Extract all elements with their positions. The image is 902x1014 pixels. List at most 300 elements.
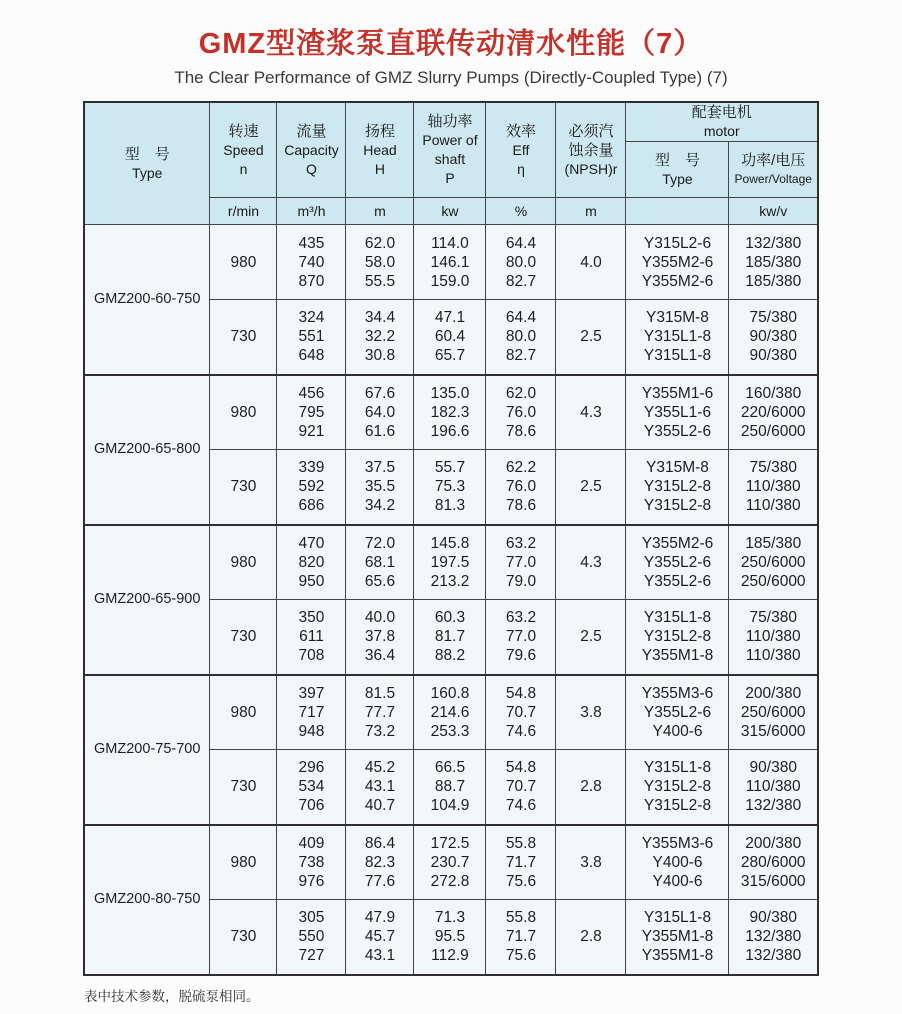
unit-npsh: m — [556, 198, 626, 225]
value-line: 66.5 — [434, 759, 466, 777]
value-line: 315/6000 — [740, 722, 806, 740]
capacity-cell — [277, 225, 346, 300]
value-line: 77.0 — [505, 628, 537, 646]
value-line: Y315L2-6 — [643, 234, 712, 252]
value-line: 54.8 — [505, 684, 537, 702]
value-line: 61.6 — [364, 422, 396, 440]
value-line: 132/380 — [745, 234, 802, 252]
col-header-capacity — [277, 102, 346, 198]
header-label-cn: 型 号 — [654, 151, 700, 169]
value-line: 71.7 — [505, 853, 537, 871]
value-line: 62.0 — [364, 234, 396, 252]
value-line: 132/380 — [745, 928, 802, 946]
value-line: 55.8 — [505, 909, 537, 927]
col-header-efficiency — [486, 102, 556, 198]
value-line: Y355M2-6 — [641, 253, 714, 271]
value-line: 114.0 — [431, 234, 469, 252]
efficiency-cell — [486, 525, 556, 600]
value-line: 795 — [298, 403, 325, 421]
value-line: 197.5 — [430, 553, 470, 571]
header-symbol: (NPSH)r — [564, 160, 618, 177]
header-label-en: Speed — [223, 141, 264, 158]
speed-cell: 730 — [210, 900, 277, 975]
value-line: 350 — [298, 609, 325, 627]
table-row — [84, 375, 818, 450]
value-line: 45.7 — [364, 928, 396, 946]
speed-cell: 730 — [210, 750, 277, 825]
col-header-shaft-power — [414, 102, 486, 198]
value-line: 76.0 — [505, 403, 537, 421]
motor-type-cell — [626, 375, 729, 450]
pump-model-cell: GMZ200-65-800 — [84, 375, 210, 525]
efficiency-cell — [486, 600, 556, 675]
value-line: 200/380 — [745, 684, 802, 702]
value-line: 62.2 — [505, 459, 537, 477]
value-line: 82.3 — [364, 853, 396, 871]
col-header-motor-type — [626, 142, 729, 198]
value-line: Y315M-8 — [646, 309, 709, 327]
value-line: Y355L2-6 — [643, 553, 712, 571]
speed-cell: 730 — [210, 600, 277, 675]
unit-head: m — [346, 198, 414, 225]
header-label-en: Type — [662, 170, 693, 187]
speed-cell: 730 — [210, 300, 277, 375]
value-line: 145.8 — [430, 534, 470, 552]
npsh-cell: 3.8 — [556, 825, 626, 900]
head-cell — [346, 825, 414, 900]
value-line: 738 — [298, 853, 325, 871]
value-line: 34.4 — [364, 309, 396, 327]
page-subtitle: The Clear Performance of GMZ Slurry Pumps (Directly-Coupled Type) (7) — [174, 68, 728, 87]
value-line: 706 — [298, 797, 325, 815]
head-cell — [346, 525, 414, 600]
value-line: 534 — [298, 778, 325, 796]
value-line: 185/380 — [745, 253, 802, 271]
col-header-type — [84, 102, 210, 225]
value-line: 90/380 — [749, 347, 797, 365]
value-line: 976 — [298, 872, 325, 890]
motor-type-cell — [626, 450, 729, 525]
shaft-power-cell — [414, 300, 486, 375]
unit-efficiency: % — [486, 198, 556, 225]
value-line: 75/380 — [749, 309, 797, 327]
value-line: 55.8 — [505, 834, 537, 852]
efficiency-cell — [486, 825, 556, 900]
header-label-en: Head — [363, 141, 397, 158]
value-line: Y355M1-8 — [641, 928, 714, 946]
value-line: 159.0 — [430, 272, 470, 290]
value-line: 71.3 — [434, 909, 466, 927]
value-line: 63.2 — [505, 534, 537, 552]
speed-cell: 980 — [210, 825, 277, 900]
value-line: 272.8 — [430, 872, 470, 890]
power-voltage-cell — [729, 600, 818, 675]
value-line: 456 — [298, 384, 325, 402]
power-voltage-cell — [729, 300, 818, 375]
performance-table — [83, 101, 819, 976]
header-label-en: Power/Voltage — [734, 171, 812, 186]
value-line: 708 — [298, 647, 325, 665]
efficiency-cell — [486, 450, 556, 525]
header-label-en: Type — [132, 164, 163, 181]
value-line: 339 — [298, 459, 325, 477]
value-line: 75.6 — [505, 947, 537, 965]
value-line: Y355M1-8 — [641, 647, 714, 665]
value-line: Y355M3-6 — [641, 834, 714, 852]
col-header-speed — [210, 102, 277, 198]
speed-cell: 980 — [210, 375, 277, 450]
header-label-cn: 流量 — [296, 122, 327, 140]
value-line: 76.0 — [505, 478, 537, 496]
value-line: 90/380 — [749, 328, 797, 346]
header-label-en: Capacity — [284, 141, 339, 158]
value-line: 95.5 — [434, 928, 466, 946]
header-label-cn: 转速 — [228, 122, 259, 140]
value-line: 182.3 — [430, 403, 470, 421]
value-line: 73.2 — [364, 722, 396, 740]
head-cell — [346, 675, 414, 750]
npsh-cell: 4.0 — [556, 225, 626, 300]
value-line: 65.6 — [364, 572, 396, 590]
efficiency-cell — [486, 375, 556, 450]
value-line: Y315L1-8 — [643, 609, 712, 627]
value-line: 70.7 — [505, 703, 537, 721]
npsh-cell: 4.3 — [556, 525, 626, 600]
value-line: 64.4 — [505, 309, 537, 327]
header-label-cn: 扬程 — [364, 122, 395, 140]
value-line: 870 — [298, 272, 325, 290]
value-line: 43.1 — [364, 778, 396, 796]
value-line: 60.4 — [434, 328, 466, 346]
value-line: 70.7 — [505, 778, 537, 796]
value-line: 37.8 — [364, 628, 396, 646]
value-line: Y315L1-8 — [643, 347, 712, 365]
value-line: 55.5 — [364, 272, 396, 290]
header-label-cn: 配套电机 — [691, 104, 752, 121]
value-line: 65.7 — [434, 347, 466, 365]
value-line: 36.4 — [364, 647, 396, 665]
col-header-head — [346, 102, 414, 198]
efficiency-cell — [486, 675, 556, 750]
capacity-cell — [277, 525, 346, 600]
power-voltage-cell — [729, 900, 818, 975]
value-line: 67.6 — [364, 384, 396, 402]
value-line: 397 — [298, 684, 325, 702]
value-line: Y400-6 — [652, 872, 703, 890]
value-line: 86.4 — [364, 834, 396, 852]
value-line: 78.6 — [505, 422, 537, 440]
value-line: 40.7 — [364, 797, 396, 815]
value-line: 214.6 — [430, 703, 470, 721]
efficiency-cell — [486, 750, 556, 825]
header-label-en: shaft — [434, 151, 466, 167]
value-line: 82.7 — [505, 347, 537, 365]
motor-type-cell — [626, 225, 729, 300]
head-cell — [346, 900, 414, 975]
pump-model-cell: GMZ200-65-900 — [84, 525, 210, 675]
value-line: 253.3 — [430, 722, 470, 740]
value-line: 75/380 — [749, 609, 797, 627]
value-line: Y355M3-6 — [641, 684, 714, 702]
power-voltage-cell — [729, 375, 818, 450]
value-line: 950 — [298, 572, 325, 590]
value-line: 74.6 — [505, 722, 537, 740]
capacity-cell — [277, 375, 346, 450]
table-row — [84, 525, 818, 600]
power-voltage-cell — [729, 825, 818, 900]
value-line: 34.2 — [364, 497, 396, 515]
value-line: 435 — [298, 234, 325, 252]
value-line: Y355M2-6 — [641, 534, 714, 552]
npsh-cell: 3.8 — [556, 675, 626, 750]
capacity-cell — [277, 825, 346, 900]
value-line: 132/380 — [745, 947, 802, 965]
value-line: 717 — [298, 703, 325, 721]
motor-type-cell — [626, 525, 729, 600]
value-line: 74.6 — [505, 797, 537, 815]
value-line: 32.2 — [364, 328, 396, 346]
value-line: 62.0 — [505, 384, 537, 402]
value-line: 727 — [298, 947, 325, 965]
value-line: 820 — [298, 553, 325, 571]
value-line: 550 — [298, 928, 325, 946]
pump-model-cell: GMZ200-80-750 — [84, 825, 210, 975]
power-voltage-cell — [729, 675, 818, 750]
value-line: 296 — [298, 759, 325, 777]
value-line: 64.0 — [364, 403, 396, 421]
capacity-cell — [277, 300, 346, 375]
shaft-power-cell — [414, 600, 486, 675]
value-line: 172.5 — [430, 834, 470, 852]
table-footnote: 表中技术参数，脱硫泵相同。 — [84, 988, 260, 1004]
efficiency-cell — [486, 225, 556, 300]
value-line: Y355L1-6 — [643, 403, 712, 421]
header-label-en: Eff — [512, 141, 530, 158]
npsh-cell: 4.3 — [556, 375, 626, 450]
unit-capacity: m³/h — [277, 198, 346, 225]
value-line: 81.5 — [364, 684, 396, 702]
value-line: 82.7 — [505, 272, 537, 290]
header-symbol: η — [517, 160, 525, 177]
value-line: 47.9 — [364, 909, 396, 927]
shaft-power-cell — [414, 825, 486, 900]
pump-model-cell: GMZ200-60-750 — [84, 225, 210, 375]
table-row — [84, 225, 818, 300]
value-line: Y355L2-6 — [643, 703, 712, 721]
shaft-power-cell — [414, 225, 486, 300]
power-voltage-cell — [729, 750, 818, 825]
speed-cell: 980 — [210, 525, 277, 600]
col-header-motor-group — [626, 102, 818, 142]
value-line: 110/380 — [745, 647, 801, 665]
value-line: Y315L2-8 — [643, 797, 712, 815]
value-line: 250/6000 — [740, 572, 806, 590]
value-line: 213.2 — [430, 572, 470, 590]
npsh-cell: 2.5 — [556, 450, 626, 525]
header-symbol: P — [445, 170, 455, 186]
value-line: 409 — [298, 834, 325, 852]
value-line: Y315L2-8 — [643, 478, 712, 496]
value-line: 88.2 — [434, 647, 466, 665]
header-symbol: Q — [306, 160, 317, 177]
value-line: 132/380 — [745, 797, 802, 815]
value-line: 77.7 — [364, 703, 396, 721]
head-cell — [346, 300, 414, 375]
value-line: 470 — [298, 534, 325, 552]
value-line: 75.3 — [434, 478, 466, 496]
value-line: 30.8 — [364, 347, 396, 365]
value-line: 324 — [298, 309, 325, 327]
value-line: 35.5 — [364, 478, 396, 496]
table-body — [84, 225, 818, 975]
motor-type-cell — [626, 600, 729, 675]
speed-cell: 980 — [210, 225, 277, 300]
value-line: 110/380 — [745, 478, 801, 496]
value-line: 90/380 — [749, 759, 797, 777]
value-line: 250/6000 — [740, 422, 806, 440]
value-line: 921 — [298, 422, 325, 440]
value-line: 47.1 — [434, 309, 466, 327]
header-label-en: Power of — [422, 132, 478, 148]
header-label-cn: 型 号 — [124, 145, 170, 163]
capacity-cell — [277, 675, 346, 750]
header-label-en: motor — [703, 123, 740, 139]
value-line: 79.0 — [505, 572, 537, 590]
motor-type-cell — [626, 300, 729, 375]
value-line: 43.1 — [364, 947, 396, 965]
value-line: Y355M1-6 — [641, 384, 714, 402]
value-line: 40.0 — [364, 609, 396, 627]
value-line: 54.8 — [505, 759, 537, 777]
value-line: 75/380 — [749, 459, 797, 477]
value-line: 64.4 — [505, 234, 537, 252]
npsh-cell: 2.5 — [556, 300, 626, 375]
value-line: 60.3 — [434, 609, 466, 627]
header-label-cn: 必须汽 — [568, 122, 614, 140]
npsh-cell: 2.5 — [556, 600, 626, 675]
value-line: Y355L2-6 — [643, 422, 712, 440]
capacity-cell — [277, 900, 346, 975]
power-voltage-cell — [729, 225, 818, 300]
value-line: Y400-6 — [652, 722, 703, 740]
value-line: 58.0 — [364, 253, 396, 271]
value-line: 55.7 — [434, 459, 466, 477]
header-label-cn: 蚀余量 — [568, 141, 614, 159]
value-line: 250/6000 — [740, 703, 806, 721]
page-title: GMZ型渣浆泵直联传动清水性能（7） — [198, 28, 704, 60]
unit-speed: r/min — [210, 198, 277, 225]
value-line: 250/6000 — [740, 553, 806, 571]
value-line: 200/380 — [745, 834, 802, 852]
value-line: Y315L1-8 — [643, 909, 712, 927]
table-row — [84, 675, 818, 750]
col-header-npsh — [556, 102, 626, 198]
shaft-power-cell — [414, 375, 486, 450]
capacity-cell — [277, 750, 346, 825]
value-line: 45.2 — [364, 759, 396, 777]
capacity-cell — [277, 600, 346, 675]
value-line: 135.0 — [430, 384, 470, 402]
head-cell — [346, 375, 414, 450]
value-line: 81.3 — [434, 497, 466, 515]
motor-type-cell — [626, 825, 729, 900]
value-line: Y315M-8 — [646, 459, 709, 477]
pump-model-cell: GMZ200-75-700 — [84, 675, 210, 825]
speed-cell: 730 — [210, 450, 277, 525]
value-line: 592 — [298, 478, 325, 496]
header-label-cn: 轴功率 — [427, 113, 473, 130]
npsh-cell: 2.8 — [556, 900, 626, 975]
value-line: 160.8 — [430, 684, 470, 702]
value-line: Y355L2-6 — [643, 572, 712, 590]
motor-type-cell — [626, 675, 729, 750]
motor-type-cell — [626, 750, 729, 825]
value-line: Y315L2-8 — [643, 497, 712, 515]
value-line: 88.7 — [434, 778, 466, 796]
value-line: 740 — [298, 253, 325, 271]
power-voltage-cell — [729, 525, 818, 600]
value-line: 160/380 — [745, 384, 802, 402]
head-cell — [346, 225, 414, 300]
value-line: 75.6 — [505, 872, 537, 890]
shaft-power-cell — [414, 450, 486, 525]
value-line: 110/380 — [745, 628, 801, 646]
value-line: Y315L2-8 — [643, 628, 712, 646]
value-line: 686 — [298, 497, 325, 515]
value-line: Y315L1-8 — [643, 328, 712, 346]
unit-motor-type — [626, 198, 729, 225]
value-line: 71.7 — [505, 928, 537, 946]
col-header-motor-power-voltage — [729, 142, 818, 198]
value-line: 185/380 — [745, 272, 802, 290]
value-line: 220/6000 — [740, 403, 806, 421]
value-line: 196.6 — [430, 422, 470, 440]
npsh-cell: 2.8 — [556, 750, 626, 825]
value-line: 551 — [298, 328, 325, 346]
shaft-power-cell — [414, 750, 486, 825]
value-line: 110/380 — [745, 497, 801, 515]
value-line: 90/380 — [749, 909, 797, 927]
shaft-power-cell — [414, 675, 486, 750]
table-row — [84, 825, 818, 900]
value-line: 146.1 — [430, 253, 470, 271]
value-line: 648 — [298, 347, 325, 365]
head-cell — [346, 600, 414, 675]
motor-type-cell — [626, 900, 729, 975]
header-symbol: H — [374, 160, 386, 177]
head-cell — [346, 750, 414, 825]
unit-motor-power-voltage: kw/v — [729, 198, 818, 225]
header-symbol: n — [239, 160, 248, 177]
value-line: 110/380 — [745, 778, 801, 796]
value-line: 77.6 — [364, 872, 396, 890]
value-line: 230.7 — [430, 853, 470, 871]
power-voltage-cell — [729, 450, 818, 525]
shaft-power-cell — [414, 525, 486, 600]
value-line: Y315L2-8 — [643, 778, 712, 796]
value-line: 112.9 — [431, 947, 469, 965]
value-line: 79.6 — [505, 647, 537, 665]
value-line: 81.7 — [434, 628, 466, 646]
efficiency-cell — [486, 900, 556, 975]
value-line: 68.1 — [364, 553, 396, 571]
value-line: 37.5 — [364, 459, 396, 477]
value-line: 77.0 — [505, 553, 537, 571]
value-line: Y355M1-8 — [641, 947, 714, 965]
value-line: 611 — [299, 628, 324, 646]
head-cell — [346, 450, 414, 525]
capacity-cell — [277, 450, 346, 525]
